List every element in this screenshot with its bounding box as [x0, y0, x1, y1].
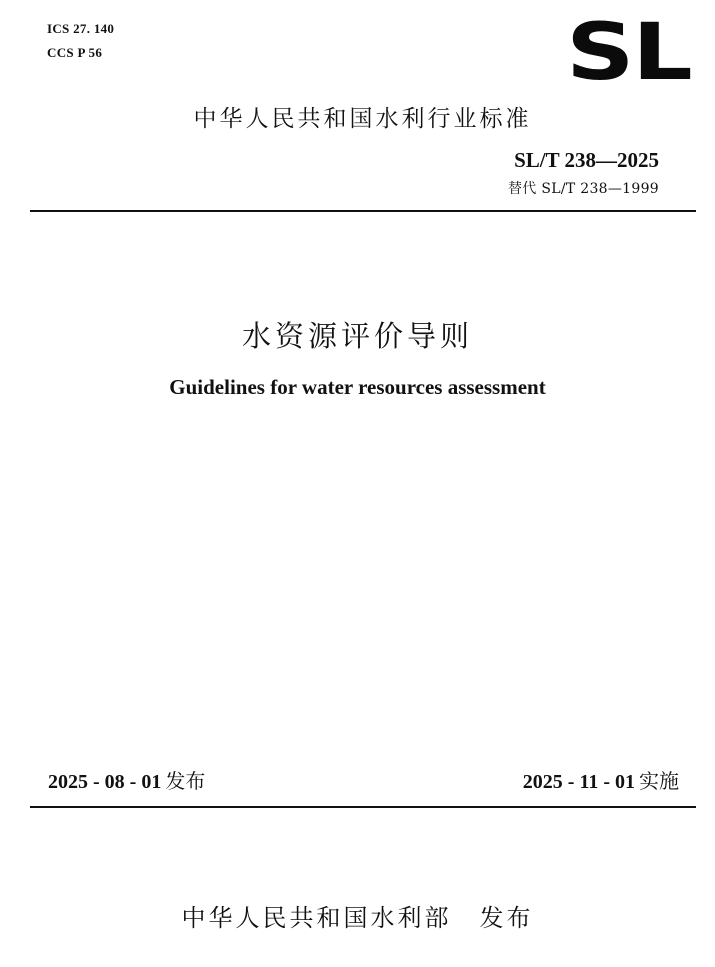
- issue-date: 2025 - 08 - 01: [48, 771, 162, 793]
- implementation-date: 2025 - 11 - 01: [522, 771, 635, 793]
- industry-standard-heading: 中华人民共和国水利行业标准: [193, 106, 532, 132]
- top-divider: [30, 210, 696, 212]
- issue-date-line: [48, 765, 205, 794]
- publisher-name: 中华人民共和国水利部: [181, 904, 452, 932]
- ics-code: ICS 27. 140: [47, 21, 115, 36]
- issue-label: 发布: [165, 769, 206, 793]
- implementation-date-line: [523, 765, 679, 794]
- publisher-label: 发布: [479, 904, 534, 932]
- publisher-line: [0, 898, 715, 933]
- bottom-divider: [30, 806, 696, 808]
- sl-logo: SL: [566, 8, 691, 98]
- standard-number: SL/T 238—2025: [514, 148, 659, 172]
- document-title-chinese: 水资源评价导则: [241, 319, 473, 353]
- replaces-standard: 替代 SL/T 238—1999: [508, 181, 659, 197]
- ccs-code: CCS P 56: [47, 45, 103, 60]
- implementation-label: 实施: [639, 769, 679, 793]
- document-title-english: Guidelines for water resources assessment: [169, 375, 546, 399]
